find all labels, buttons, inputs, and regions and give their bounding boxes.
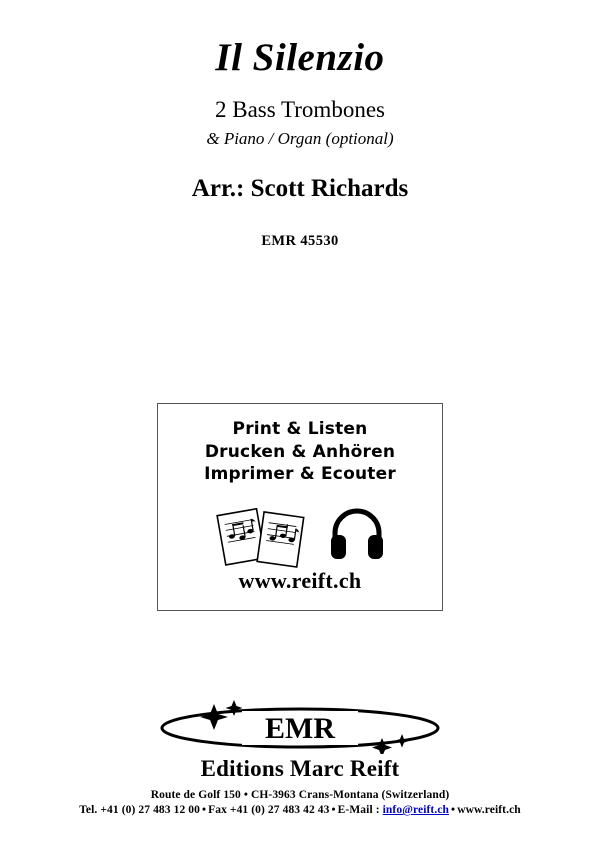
svg-text:EMR: EMR (265, 712, 335, 745)
telephone: Tel. +41 (0) 27 483 12 00 (79, 804, 200, 816)
headphones-icon (329, 505, 385, 568)
promo-url[interactable]: www.reift.ch (238, 568, 362, 594)
emr-logo (150, 698, 450, 754)
sheet-music-icon (215, 498, 311, 575)
bullet-sep-3: • (451, 804, 456, 816)
promo-icons (158, 498, 442, 576)
promo-line-en: Print & Listen (232, 419, 368, 440)
fax: Fax +41 (0) 27 483 42 43 (208, 804, 330, 816)
publisher-address: Route de Golf 150 • CH-3963 Crans-Montana (Switzerland) (150, 789, 450, 801)
promo-box (157, 403, 443, 611)
email-label: E-Mail : (337, 804, 380, 816)
page-footer (0, 698, 600, 816)
publisher-name: Editions Marc Reift (200, 756, 400, 781)
email-link[interactable]: info@reift.ch (382, 804, 450, 816)
publisher-contact (79, 804, 521, 816)
bullet-sep-2: • (331, 804, 336, 816)
arranger: Arr.: Scott Richards (191, 175, 409, 203)
website-link[interactable]: www.reift.ch (457, 804, 521, 816)
bullet-sep-1: • (201, 804, 207, 816)
page-title: Il Silenzio (215, 36, 385, 79)
instrumentation-optional: & Piano / Organ (optional) (206, 129, 394, 149)
promo-line-de: Drucken & Anhören (204, 441, 396, 462)
instrumentation: 2 Bass Trombones (215, 96, 385, 122)
promo-line-fr: Imprimer & Ecouter (204, 464, 396, 485)
catalog-number: EMR 45530 (261, 233, 339, 250)
promo-headings (204, 418, 396, 485)
